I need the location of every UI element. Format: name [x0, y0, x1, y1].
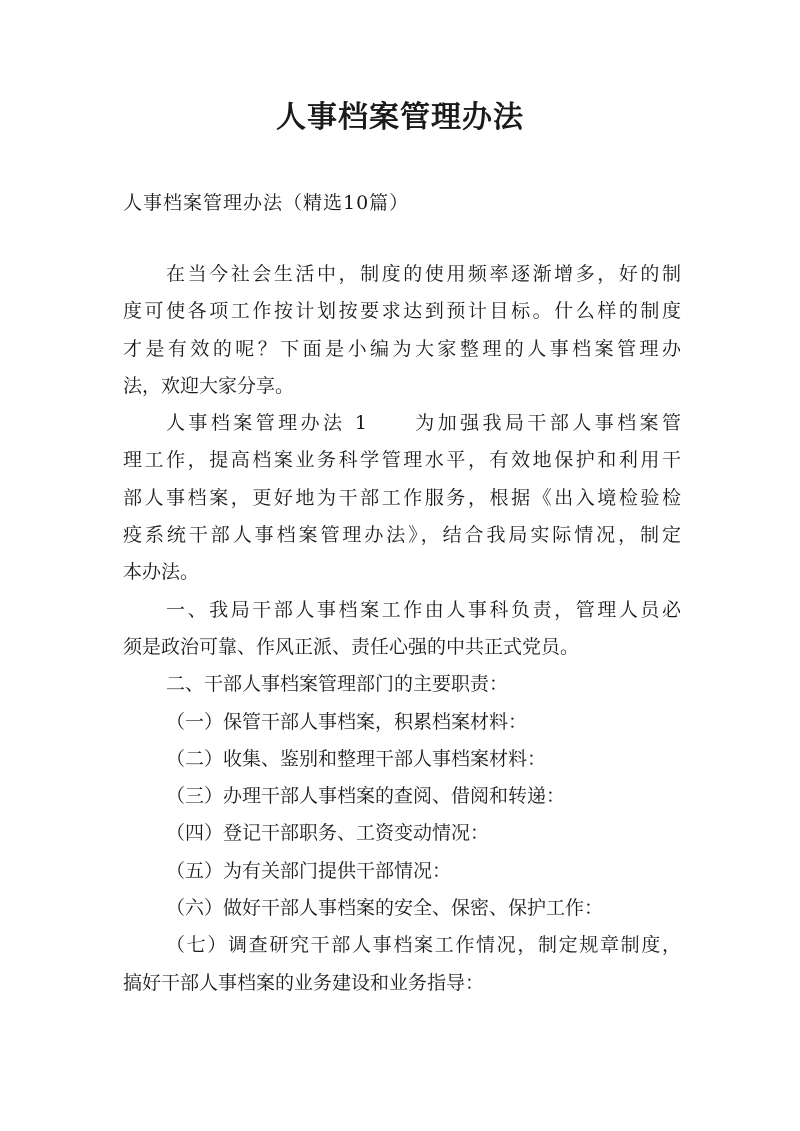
- body-text-line: 才是有效的呢？下面是小编为大家整理的人事档案管理办: [123, 337, 681, 360]
- body-text-line: （五）为有关部门提供干部情况：: [166, 859, 452, 882]
- body-text-line: （四）登记干部职务、工资变动情况：: [166, 822, 490, 845]
- body-text-line: （二）收集、鉴别和整理干部人事档案材料：: [166, 747, 547, 770]
- body-text-line: 人事档案管理办法 1 为加强我局干部人事档案管: [166, 412, 681, 435]
- body-text-line: 部人事档案，更好地为干部工作服务，根据《出入境检验检: [123, 486, 681, 509]
- body-text-line: （一）保管干部人事档案，积累档案材料：: [166, 710, 528, 733]
- body-text-line: 理工作，提高档案业务科学管理水平，有效地保护和利用干: [123, 449, 681, 472]
- body-text-line: （七）调查研究干部人事档案工作情况，制定规章制度，: [166, 934, 681, 957]
- body-text-line: 二、干部人事档案管理部门的主要职责：: [166, 673, 509, 696]
- body-text-line: 疫系统干部人事档案管理办法》，结合我局实际情况，制定: [123, 524, 681, 547]
- body-text-line: （六）做好干部人事档案的安全、保密、保护工作：: [166, 897, 604, 920]
- body-text-line: 搞好干部人事档案的业务建设和业务指导：: [123, 971, 485, 994]
- body-text-line: （三）办理干部人事档案的查阅、借阅和转递：: [166, 785, 566, 808]
- document-title: 人事档案管理办法: [276, 100, 524, 135]
- body-text-line: 在当今社会生活中，制度的使用频率逐渐增多，好的制: [166, 263, 681, 285]
- document-body: [123, 256, 681, 1002]
- body-text-line: 须是政治可靠、作风正派、责任心强的中共正式党员。: [123, 635, 580, 658]
- body-text-line: 法，欢迎大家分享。: [123, 374, 295, 397]
- body-text-line: 一、我局干部人事档案工作由人事科负责，管理人员必: [166, 598, 681, 621]
- body-text-line: 本办法。: [123, 561, 200, 584]
- document-subtitle: 人事档案管理办法（精选10篇）: [123, 192, 410, 214]
- body-text-line: 度可使各项工作按计划按要求达到预计目标。什么样的制度: [123, 300, 681, 323]
